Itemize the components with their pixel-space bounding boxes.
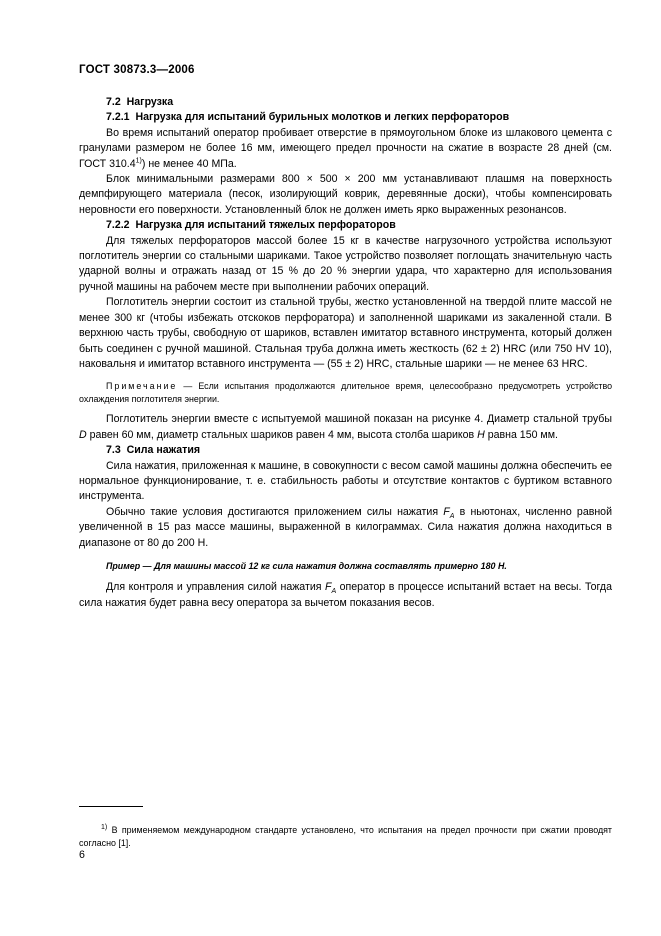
section-heading-7-2 <box>79 95 612 110</box>
paragraph-1 <box>79 126 612 172</box>
symbol-D: D <box>79 428 87 441</box>
document-header: ГОСТ 30873.3—2006 <box>79 64 195 76</box>
page-number: 6 <box>79 849 85 861</box>
text-span: ) не менее 40 МПа. <box>141 157 237 170</box>
section-number: 7.3 <box>106 444 121 457</box>
text-span: оператор в процессе испытаний встает на весы. Тогда сила нажатия будет равна весу оператора за вычетом показания весов. <box>79 581 612 609</box>
note <box>79 380 612 406</box>
paragraph-3: Для тяжелых перфораторов массой более 15 кг в качестве нагрузочного устройства используют поглотитель энергии со стальными шариками. Такое устройство позволяет поглощать значительную часть ударной волны и отражать назад от 15 % до 20 % энергии удара, что характерно для использования ручной машины на рабочем месте при выполнении рабочих операций. <box>79 234 612 293</box>
text-span: Поглотитель энергии вместе с испытуемой машиной показан на рисунке 4. Диаметр стальной трубы <box>106 413 612 426</box>
section-heading-7-2-1 <box>79 110 612 125</box>
section-title: Нагрузка для испытаний бурильных молотков и легких перфораторов <box>135 111 510 124</box>
paragraph-7 <box>79 505 612 551</box>
paragraph-8 <box>79 580 612 611</box>
section-number: 7.2.1 <box>106 111 130 124</box>
section-number: 7.2.2 <box>106 219 130 232</box>
symbol-F: F <box>443 505 450 518</box>
symbol-F: F <box>325 581 332 594</box>
paragraph-2: Блок минимальными размерами 800 × 500 × 200 мм устанавливают плашмя на поверхность демпфирующего материала (песок, изолирующий коврик, деревянные доски), чтобы компенсировать неровности его поверхности. Установленный блок не должен иметь ярко выраженных резонансов. <box>79 173 612 216</box>
footnote-divider <box>79 806 143 807</box>
text-span: равна 150 мм. <box>484 428 558 441</box>
symbol-subscript: A <box>331 588 337 596</box>
symbol-subscript: A <box>449 512 455 520</box>
paragraph-5 <box>79 412 612 443</box>
section-title: Сила нажатия <box>126 444 201 457</box>
footnote <box>79 824 612 850</box>
section-title: Нагрузка <box>126 96 174 108</box>
text-span: Во время испытаний оператор пробивает отверстие в прямоугольном блоке из шлакового цемента с гранулами размером не более 16 мм, имеющего предел прочности на сжатие в возрасте 28 дней (см. ГОСТ 310.4 <box>79 126 612 170</box>
footnote-ref: 1) <box>135 157 142 165</box>
section-number: 7.2 <box>106 96 121 108</box>
text-span: в ньютонах, численно равной увеличенной в 15 раз массе машины, выраженной в килограммах. Сила нажатия должна находиться в диапазоне от 80 до 200 Н. <box>79 505 612 549</box>
symbol-H: H <box>477 428 485 441</box>
paragraph-4: Поглотитель энергии состоит из стальной трубы, жестко установленной на твердой плите массой не менее 300 кг (чтобы избежать отскоков перфоратора) и заполненной шариками из закаленной стали. В верхнюю часть трубы, свободную от шариков, вставлен имитатор вставного инструмента, который должен быть соединен с ручной машиной. Стальная труба должна иметь жесткость (62 ± 2) HRC (или 750 HV 10), наковальня и имитатор вставного инструмента — (55 ± 2) HRC, стальные шарики — не менее 63 HRC. <box>79 296 612 370</box>
text-span: равен 60 мм, диаметр стальных шариков равен 4 мм, высота столба шариков <box>86 428 478 441</box>
note-label: Примечание <box>106 381 178 392</box>
paragraph-6: Сила нажатия, приложенная к машине, в совокупности с весом самой машины должна обеспечить ее нормальное функционирование, т. е. стабильность работы и отсутствие контактов с буртиком вставного инструмента. <box>79 459 612 503</box>
section-title: Нагрузка для испытаний тяжелых перфораторов <box>135 219 396 232</box>
note-text: — Если испытания продолжаются длительное время, целесообразно предусмотреть устройство охлаждения поглотителя энергии. <box>79 381 612 405</box>
example: Пример — Для машины массой 12 кг сила нажатия должна составлять примерно 180 Н. <box>106 560 507 571</box>
text-span: Обычно такие условия достигаются приложением силы нажатия <box>106 505 444 518</box>
section-heading-7-2-2 <box>79 218 612 233</box>
footnote-text: В применяемом международном стандарте установлено, что испытания на предел прочности при сжатии проводят согласно [1]. <box>79 824 612 848</box>
text-span: Для контроля и управления силой нажатия <box>106 581 325 594</box>
footnote-mark: 1) <box>101 823 108 831</box>
page-content <box>79 95 612 611</box>
section-heading-7-3 <box>79 443 612 458</box>
